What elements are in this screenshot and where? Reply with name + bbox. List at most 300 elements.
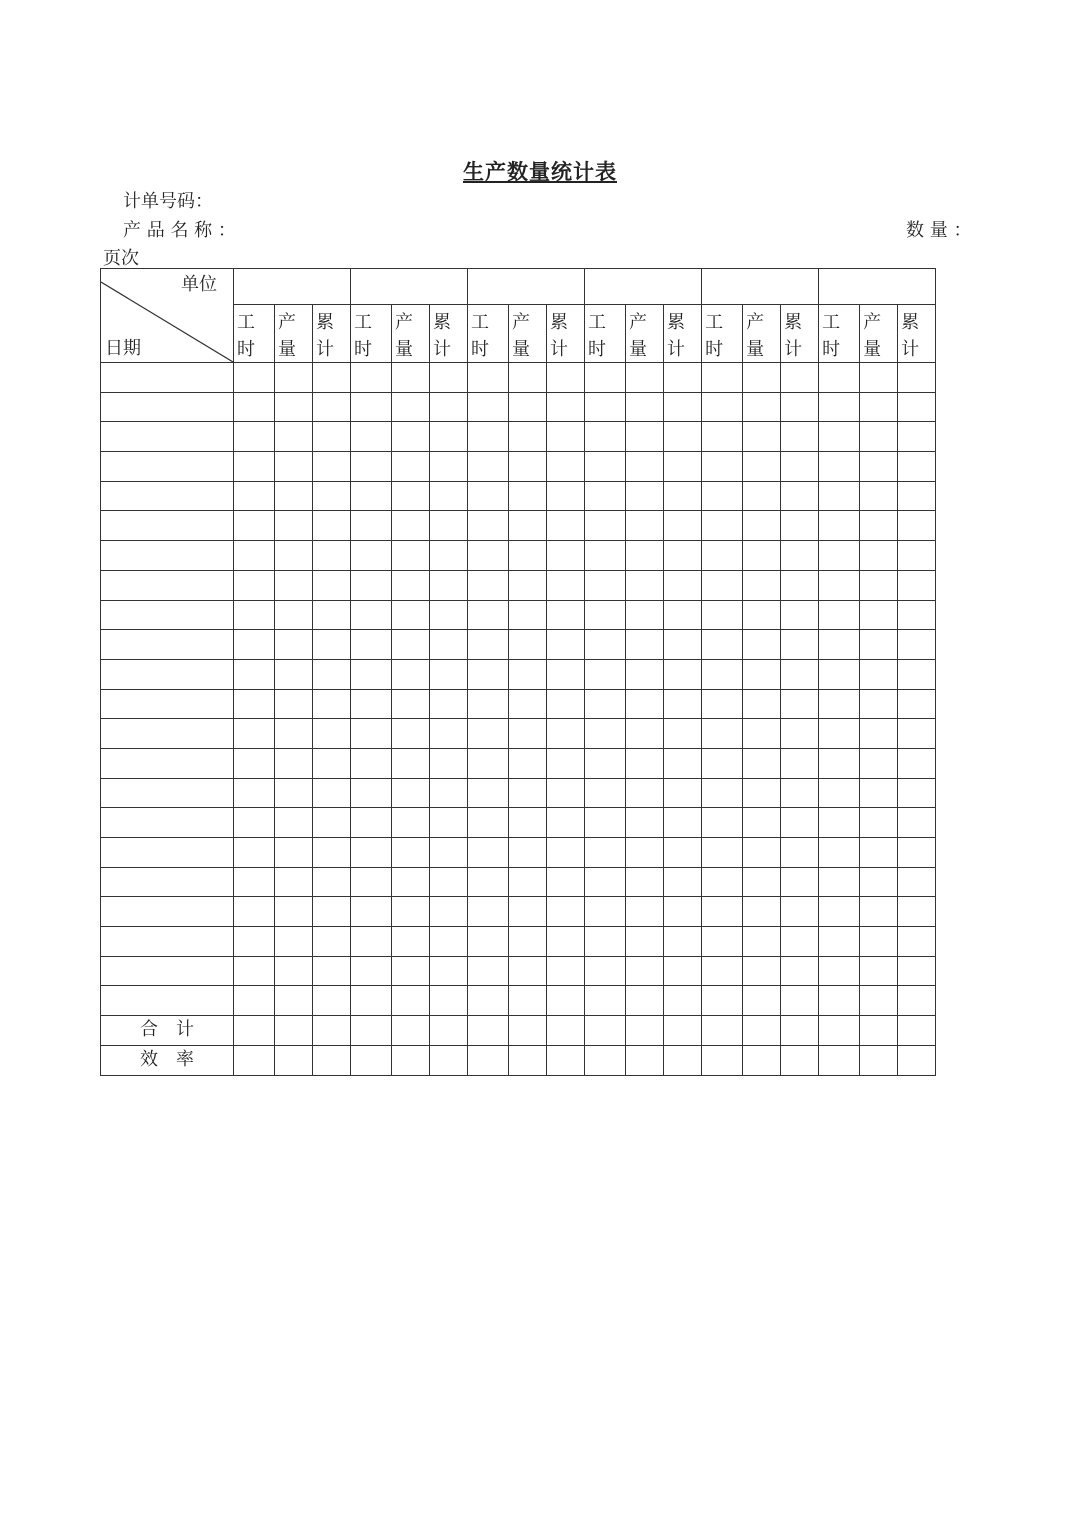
value-cell[interactable] (898, 363, 936, 393)
value-cell[interactable] (468, 392, 509, 422)
value-cell[interactable] (430, 363, 468, 393)
value-cell[interactable] (234, 481, 275, 511)
value-cell[interactable] (547, 778, 585, 808)
value-cell[interactable] (351, 1016, 392, 1046)
value-cell[interactable] (898, 867, 936, 897)
date-cell[interactable] (101, 689, 234, 719)
value-cell[interactable] (275, 927, 313, 957)
value-cell[interactable] (313, 719, 351, 749)
value-cell[interactable] (743, 808, 781, 838)
value-cell[interactable] (509, 659, 547, 689)
value-cell[interactable] (275, 541, 313, 571)
value-cell[interactable] (702, 452, 743, 482)
value-cell[interactable] (898, 986, 936, 1016)
value-cell[interactable] (547, 600, 585, 630)
value-cell[interactable] (547, 422, 585, 452)
value-cell[interactable] (860, 481, 898, 511)
value-cell[interactable] (781, 1045, 819, 1075)
value-cell[interactable] (275, 956, 313, 986)
value-cell[interactable] (509, 452, 547, 482)
value-cell[interactable] (743, 363, 781, 393)
value-cell[interactable] (819, 897, 860, 927)
value-cell[interactable] (468, 867, 509, 897)
value-cell[interactable] (468, 481, 509, 511)
date-cell[interactable] (101, 422, 234, 452)
value-cell[interactable] (626, 867, 664, 897)
value-cell[interactable] (234, 838, 275, 868)
value-cell[interactable] (743, 897, 781, 927)
value-cell[interactable] (898, 541, 936, 571)
value-cell[interactable] (702, 748, 743, 778)
value-cell[interactable] (860, 600, 898, 630)
value-cell[interactable] (351, 481, 392, 511)
value-cell[interactable] (351, 897, 392, 927)
value-cell[interactable] (430, 1045, 468, 1075)
value-cell[interactable] (585, 600, 626, 630)
value-cell[interactable] (351, 600, 392, 630)
value-cell[interactable] (234, 778, 275, 808)
value-cell[interactable] (819, 748, 860, 778)
value-cell[interactable] (392, 392, 430, 422)
unit-group-cell[interactable] (702, 269, 819, 305)
value-cell[interactable] (392, 511, 430, 541)
value-cell[interactable] (819, 363, 860, 393)
date-cell[interactable] (101, 778, 234, 808)
value-cell[interactable] (626, 392, 664, 422)
value-cell[interactable] (275, 630, 313, 660)
value-cell[interactable] (860, 570, 898, 600)
value-cell[interactable] (898, 422, 936, 452)
date-cell[interactable] (101, 511, 234, 541)
value-cell[interactable] (468, 689, 509, 719)
value-cell[interactable] (468, 630, 509, 660)
value-cell[interactable] (860, 748, 898, 778)
value-cell[interactable] (664, 511, 702, 541)
value-cell[interactable] (392, 481, 430, 511)
value-cell[interactable] (743, 422, 781, 452)
value-cell[interactable] (392, 1016, 430, 1046)
value-cell[interactable] (430, 748, 468, 778)
value-cell[interactable] (819, 1016, 860, 1046)
value-cell[interactable] (392, 748, 430, 778)
value-cell[interactable] (313, 541, 351, 571)
unit-group-cell[interactable] (234, 269, 351, 305)
value-cell[interactable] (313, 838, 351, 868)
value-cell[interactable] (898, 392, 936, 422)
value-cell[interactable] (275, 452, 313, 482)
value-cell[interactable] (781, 392, 819, 422)
value-cell[interactable] (392, 659, 430, 689)
date-cell[interactable] (101, 452, 234, 482)
value-cell[interactable] (585, 541, 626, 571)
value-cell[interactable] (351, 363, 392, 393)
value-cell[interactable] (547, 363, 585, 393)
value-cell[interactable] (702, 1045, 743, 1075)
value-cell[interactable] (626, 1045, 664, 1075)
value-cell[interactable] (702, 956, 743, 986)
value-cell[interactable] (702, 511, 743, 541)
value-cell[interactable] (898, 748, 936, 778)
value-cell[interactable] (781, 748, 819, 778)
unit-group-cell[interactable] (351, 269, 468, 305)
value-cell[interactable] (430, 897, 468, 927)
date-cell[interactable] (101, 570, 234, 600)
value-cell[interactable] (547, 986, 585, 1016)
value-cell[interactable] (781, 422, 819, 452)
value-cell[interactable] (430, 867, 468, 897)
value-cell[interactable] (781, 452, 819, 482)
value-cell[interactable] (626, 719, 664, 749)
value-cell[interactable] (509, 927, 547, 957)
value-cell[interactable] (509, 481, 547, 511)
value-cell[interactable] (702, 838, 743, 868)
value-cell[interactable] (819, 630, 860, 660)
value-cell[interactable] (664, 719, 702, 749)
unit-group-cell[interactable] (468, 269, 585, 305)
value-cell[interactable] (275, 570, 313, 600)
value-cell[interactable] (547, 392, 585, 422)
value-cell[interactable] (313, 867, 351, 897)
value-cell[interactable] (898, 481, 936, 511)
value-cell[interactable] (509, 867, 547, 897)
value-cell[interactable] (547, 838, 585, 868)
value-cell[interactable] (313, 927, 351, 957)
value-cell[interactable] (626, 748, 664, 778)
value-cell[interactable] (819, 481, 860, 511)
value-cell[interactable] (585, 748, 626, 778)
value-cell[interactable] (468, 659, 509, 689)
value-cell[interactable] (430, 838, 468, 868)
value-cell[interactable] (313, 363, 351, 393)
value-cell[interactable] (819, 689, 860, 719)
value-cell[interactable] (351, 630, 392, 660)
value-cell[interactable] (313, 570, 351, 600)
date-cell[interactable] (101, 600, 234, 630)
value-cell[interactable] (781, 956, 819, 986)
value-cell[interactable] (781, 867, 819, 897)
value-cell[interactable] (585, 659, 626, 689)
value-cell[interactable] (234, 748, 275, 778)
value-cell[interactable] (351, 956, 392, 986)
value-cell[interactable] (819, 452, 860, 482)
value-cell[interactable] (819, 838, 860, 868)
date-cell[interactable] (101, 748, 234, 778)
value-cell[interactable] (313, 1045, 351, 1075)
date-cell[interactable] (101, 897, 234, 927)
value-cell[interactable] (819, 600, 860, 630)
value-cell[interactable] (702, 808, 743, 838)
value-cell[interactable] (234, 630, 275, 660)
value-cell[interactable] (468, 452, 509, 482)
value-cell[interactable] (392, 630, 430, 660)
value-cell[interactable] (547, 659, 585, 689)
value-cell[interactable] (392, 570, 430, 600)
value-cell[interactable] (234, 422, 275, 452)
value-cell[interactable] (313, 630, 351, 660)
value-cell[interactable] (468, 1045, 509, 1075)
value-cell[interactable] (234, 719, 275, 749)
value-cell[interactable] (547, 570, 585, 600)
value-cell[interactable] (860, 363, 898, 393)
value-cell[interactable] (509, 422, 547, 452)
value-cell[interactable] (234, 986, 275, 1016)
value-cell[interactable] (509, 630, 547, 660)
value-cell[interactable] (351, 511, 392, 541)
value-cell[interactable] (547, 927, 585, 957)
value-cell[interactable] (234, 541, 275, 571)
value-cell[interactable] (743, 838, 781, 868)
value-cell[interactable] (860, 452, 898, 482)
value-cell[interactable] (664, 778, 702, 808)
value-cell[interactable] (275, 1045, 313, 1075)
value-cell[interactable] (509, 986, 547, 1016)
value-cell[interactable] (743, 719, 781, 749)
value-cell[interactable] (743, 541, 781, 571)
value-cell[interactable] (781, 927, 819, 957)
value-cell[interactable] (234, 808, 275, 838)
value-cell[interactable] (860, 956, 898, 986)
value-cell[interactable] (351, 1045, 392, 1075)
value-cell[interactable] (585, 1016, 626, 1046)
value-cell[interactable] (392, 422, 430, 452)
value-cell[interactable] (860, 719, 898, 749)
value-cell[interactable] (702, 719, 743, 749)
value-cell[interactable] (664, 659, 702, 689)
value-cell[interactable] (664, 986, 702, 1016)
value-cell[interactable] (430, 392, 468, 422)
value-cell[interactable] (547, 808, 585, 838)
value-cell[interactable] (392, 1045, 430, 1075)
value-cell[interactable] (664, 363, 702, 393)
value-cell[interactable] (313, 689, 351, 719)
value-cell[interactable] (351, 748, 392, 778)
value-cell[interactable] (430, 541, 468, 571)
value-cell[interactable] (275, 719, 313, 749)
value-cell[interactable] (664, 392, 702, 422)
value-cell[interactable] (860, 1045, 898, 1075)
value-cell[interactable] (781, 1016, 819, 1046)
value-cell[interactable] (468, 838, 509, 868)
value-cell[interactable] (509, 689, 547, 719)
value-cell[interactable] (626, 511, 664, 541)
value-cell[interactable] (430, 600, 468, 630)
value-cell[interactable] (392, 689, 430, 719)
value-cell[interactable] (860, 986, 898, 1016)
value-cell[interactable] (430, 956, 468, 986)
value-cell[interactable] (392, 541, 430, 571)
value-cell[interactable] (275, 748, 313, 778)
value-cell[interactable] (819, 986, 860, 1016)
value-cell[interactable] (702, 600, 743, 630)
date-cell[interactable] (101, 541, 234, 571)
value-cell[interactable] (743, 778, 781, 808)
value-cell[interactable] (275, 392, 313, 422)
value-cell[interactable] (313, 986, 351, 1016)
value-cell[interactable] (743, 689, 781, 719)
value-cell[interactable] (313, 897, 351, 927)
value-cell[interactable] (351, 659, 392, 689)
value-cell[interactable] (626, 897, 664, 927)
value-cell[interactable] (819, 392, 860, 422)
value-cell[interactable] (626, 600, 664, 630)
value-cell[interactable] (234, 659, 275, 689)
value-cell[interactable] (860, 689, 898, 719)
value-cell[interactable] (234, 511, 275, 541)
value-cell[interactable] (702, 867, 743, 897)
value-cell[interactable] (275, 363, 313, 393)
value-cell[interactable] (743, 986, 781, 1016)
value-cell[interactable] (743, 748, 781, 778)
value-cell[interactable] (860, 1016, 898, 1046)
value-cell[interactable] (702, 1016, 743, 1046)
value-cell[interactable] (392, 778, 430, 808)
value-cell[interactable] (585, 838, 626, 868)
value-cell[interactable] (313, 808, 351, 838)
value-cell[interactable] (313, 422, 351, 452)
value-cell[interactable] (313, 452, 351, 482)
value-cell[interactable] (743, 511, 781, 541)
value-cell[interactable] (743, 927, 781, 957)
date-cell[interactable] (101, 481, 234, 511)
value-cell[interactable] (468, 511, 509, 541)
value-cell[interactable] (351, 392, 392, 422)
value-cell[interactable] (585, 689, 626, 719)
value-cell[interactable] (351, 422, 392, 452)
value-cell[interactable] (819, 570, 860, 600)
value-cell[interactable] (781, 897, 819, 927)
value-cell[interactable] (234, 392, 275, 422)
value-cell[interactable] (702, 927, 743, 957)
value-cell[interactable] (468, 986, 509, 1016)
value-cell[interactable] (860, 838, 898, 868)
value-cell[interactable] (664, 1016, 702, 1046)
value-cell[interactable] (743, 481, 781, 511)
value-cell[interactable] (313, 511, 351, 541)
value-cell[interactable] (430, 481, 468, 511)
value-cell[interactable] (626, 630, 664, 660)
value-cell[interactable] (743, 956, 781, 986)
value-cell[interactable] (743, 570, 781, 600)
value-cell[interactable] (781, 511, 819, 541)
value-cell[interactable] (626, 1016, 664, 1046)
value-cell[interactable] (234, 363, 275, 393)
value-cell[interactable] (664, 956, 702, 986)
value-cell[interactable] (275, 897, 313, 927)
value-cell[interactable] (585, 808, 626, 838)
value-cell[interactable] (275, 659, 313, 689)
value-cell[interactable] (860, 867, 898, 897)
value-cell[interactable] (819, 422, 860, 452)
value-cell[interactable] (275, 511, 313, 541)
value-cell[interactable] (585, 392, 626, 422)
value-cell[interactable] (547, 689, 585, 719)
value-cell[interactable] (509, 600, 547, 630)
value-cell[interactable] (743, 867, 781, 897)
value-cell[interactable] (664, 897, 702, 927)
value-cell[interactable] (626, 570, 664, 600)
value-cell[interactable] (234, 897, 275, 927)
value-cell[interactable] (819, 927, 860, 957)
value-cell[interactable] (430, 778, 468, 808)
value-cell[interactable] (351, 689, 392, 719)
date-cell[interactable] (101, 927, 234, 957)
date-cell[interactable] (101, 363, 234, 393)
value-cell[interactable] (819, 659, 860, 689)
value-cell[interactable] (392, 808, 430, 838)
value-cell[interactable] (898, 511, 936, 541)
value-cell[interactable] (351, 867, 392, 897)
value-cell[interactable] (664, 570, 702, 600)
value-cell[interactable] (664, 481, 702, 511)
value-cell[interactable] (313, 748, 351, 778)
value-cell[interactable] (898, 600, 936, 630)
value-cell[interactable] (585, 719, 626, 749)
value-cell[interactable] (585, 452, 626, 482)
value-cell[interactable] (468, 719, 509, 749)
value-cell[interactable] (547, 897, 585, 927)
value-cell[interactable] (547, 511, 585, 541)
value-cell[interactable] (509, 808, 547, 838)
value-cell[interactable] (781, 719, 819, 749)
value-cell[interactable] (781, 630, 819, 660)
value-cell[interactable] (898, 630, 936, 660)
value-cell[interactable] (392, 600, 430, 630)
value-cell[interactable] (275, 986, 313, 1016)
value-cell[interactable] (351, 986, 392, 1016)
value-cell[interactable] (468, 363, 509, 393)
value-cell[interactable] (819, 808, 860, 838)
value-cell[interactable] (702, 986, 743, 1016)
value-cell[interactable] (860, 511, 898, 541)
date-cell[interactable] (101, 719, 234, 749)
value-cell[interactable] (509, 838, 547, 868)
value-cell[interactable] (626, 452, 664, 482)
value-cell[interactable] (898, 897, 936, 927)
value-cell[interactable] (898, 927, 936, 957)
value-cell[interactable] (351, 778, 392, 808)
value-cell[interactable] (547, 1016, 585, 1046)
value-cell[interactable] (234, 452, 275, 482)
value-cell[interactable] (819, 511, 860, 541)
value-cell[interactable] (664, 600, 702, 630)
value-cell[interactable] (702, 897, 743, 927)
value-cell[interactable] (898, 570, 936, 600)
value-cell[interactable] (392, 986, 430, 1016)
value-cell[interactable] (702, 778, 743, 808)
value-cell[interactable] (702, 541, 743, 571)
value-cell[interactable] (234, 956, 275, 986)
value-cell[interactable] (234, 1045, 275, 1075)
value-cell[interactable] (468, 422, 509, 452)
value-cell[interactable] (468, 808, 509, 838)
value-cell[interactable] (275, 689, 313, 719)
value-cell[interactable] (743, 1016, 781, 1046)
value-cell[interactable] (547, 481, 585, 511)
value-cell[interactable] (898, 659, 936, 689)
value-cell[interactable] (781, 659, 819, 689)
value-cell[interactable] (468, 600, 509, 630)
value-cell[interactable] (664, 1045, 702, 1075)
value-cell[interactable] (898, 1045, 936, 1075)
value-cell[interactable] (702, 570, 743, 600)
value-cell[interactable] (626, 481, 664, 511)
value-cell[interactable] (351, 541, 392, 571)
value-cell[interactable] (547, 867, 585, 897)
value-cell[interactable] (275, 867, 313, 897)
value-cell[interactable] (702, 630, 743, 660)
value-cell[interactable] (626, 927, 664, 957)
value-cell[interactable] (898, 838, 936, 868)
